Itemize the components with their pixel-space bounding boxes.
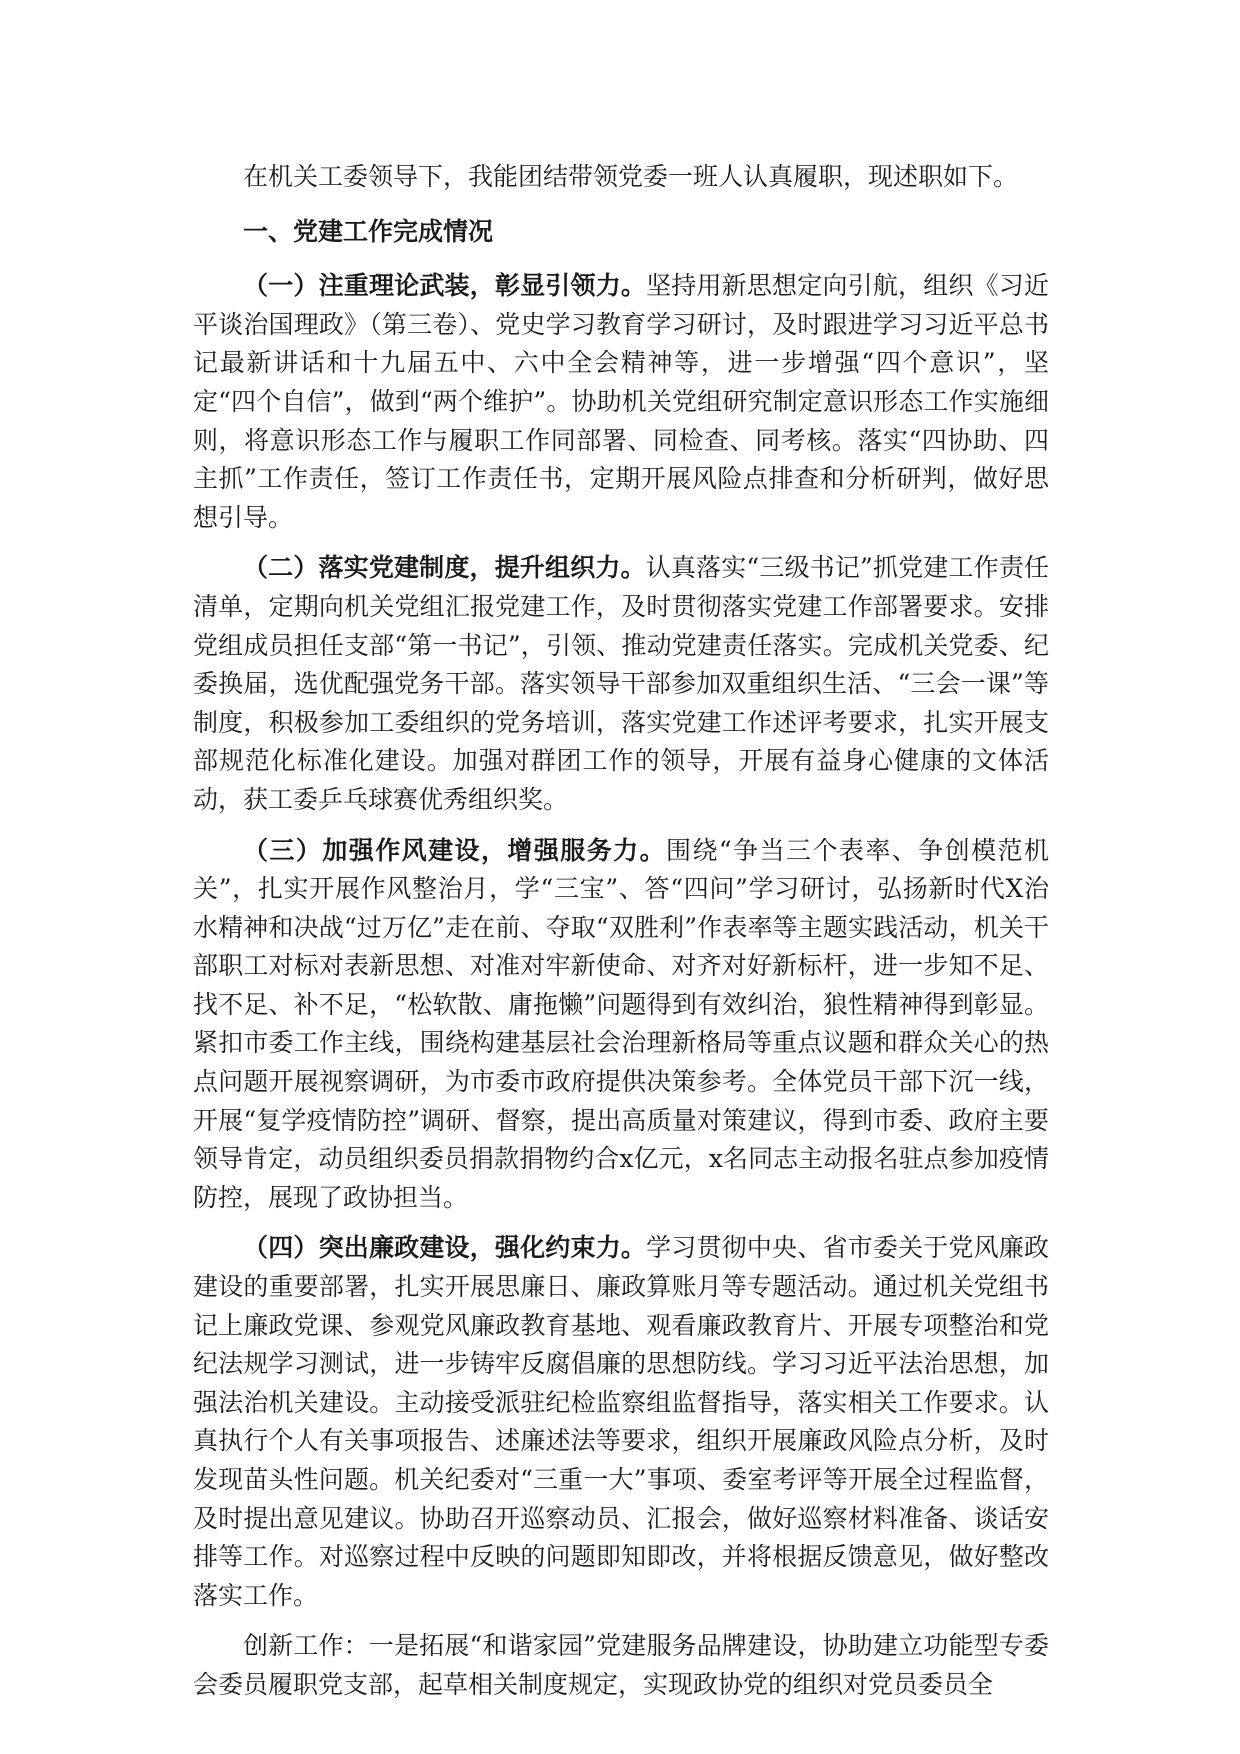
paragraph-3	[193, 832, 1049, 1218]
paragraph-3-lead: （三）加强作风建设，增强服务力。	[243, 835, 667, 865]
paragraph-1-body: 坚持用新思想定向引航，组织《习近平谈治国理政》（第三卷）、党史学习教育学习研讨，及时跟进学习习近平总书记最新讲话和十九届五中、六中全会精神等，进一步增强“四个意识”，坚定“四个自信”，做到“两个维护”。协助机关党组研究制定意识形态工作实施细则，将意识形态工作与履职工作同部署、同检查、同考核。落实“四协助、四主抓”工作责任，签订工作责任书，定期开展风险点排查和分析研判，做好思想引导。	[193, 271, 1049, 532]
paragraph-1-lead: （一）注重理论武装，彰显引领力。	[243, 271, 647, 301]
paragraph-1	[193, 267, 1049, 537]
section-heading: 一、党建工作完成情况	[243, 216, 494, 246]
paragraph-3-body: 围绕“争当三个表率、争创模范机关”，扎实开展作风整治月，学“三宝”、答“四问”学习研讨，弘扬新时代X治水精神和决战“过万亿”走在前、夺取“双胜利”作表率等主题实践活动，机关干部职工对标对表新思想、对准对牢新使命、对齐对好新标杆，进一步知不足、找不足、补不足，“松软散、庸拖懒”问题得到有效纠治，狼性精神得到彰显。紧扣市委工作主线，围绕构建基层社会治理新格局等重点议题和群众关心的热点问题开展视察调研，为市委市政府提供决策参考。全体党员干部下沉一线，开展“复学疫情防控”调研、督察，提出高质量对策建议，得到市委、政府主要领导肯定，动员组织委员捐款捐物约合x亿元，x名同志主动报名驻点参加疫情防控，展现了政协担当。	[193, 835, 1049, 1212]
innovation-paragraph: 创新工作：一是拓展“和谐家园”党建服务品牌建设，协助建立功能型专委会委员履职党支部，起草相关制度规定，实现政协党的组织对党员委员全	[193, 1631, 1049, 1699]
paragraph-2-body: 认真落实“三级书记”抓党建工作责任清单，定期向机关党组汇报党建工作，及时贯彻落实党建工作部署要求。安排党组成员担任支部“第一书记”，引领、推动党建责任落实。完成机关党委、纪委换届，选优配强党务干部。落实领导干部参加双重组织生活、“三会一课”等制度，积极参加工委组织的党务培训，落实党建工作述评考要求，扎实开展支部规范化标准化建设。加强对群团工作的领导，开展有益身心健康的文体活动，获工委乒乓球赛优秀组织奖。	[193, 553, 1049, 814]
intro-paragraph: 在机关工委领导下，我能团结带领党委一班人认真履职，现述职如下。	[243, 162, 1019, 191]
document-page	[193, 158, 1049, 1717]
paragraph-4	[193, 1229, 1049, 1615]
paragraph-2-lead: （二）落实党建制度，提升组织力。	[243, 553, 646, 583]
paragraph-4-body: 学习贯彻中央、省市委关于党风廉政建设的重要部署，扎实开展思廉日、廉政算账月等专题活动。通过机关党组书记上廉政党课、参观党风廉政教育基地、观看廉政教育片、开展专项整治和党纪法规学习测试，进一步铸牢反腐倡廉的思想防线。学习习近平法治思想，加强法治机关建设。主动接受派驻纪检监察组监督指导，落实相关工作要求。认真执行个人有关事项报告、述廉述法等要求，组织开展廉政风险点分析，及时发现苗头性问题。机关纪委对“三重一大”事项、委室考评等开展全过程监督，及时提出意见建议。协助召开巡察动员、汇报会，做好巡察材料准备、谈话安排等工作。对巡察过程中反映的问题即知即改，并将根据反馈意见，做好整改落实工作。	[193, 1233, 1049, 1610]
paragraph-4-lead: （四）突出廉政建设，强化约束力。	[243, 1233, 647, 1263]
paragraph-2	[193, 549, 1049, 819]
